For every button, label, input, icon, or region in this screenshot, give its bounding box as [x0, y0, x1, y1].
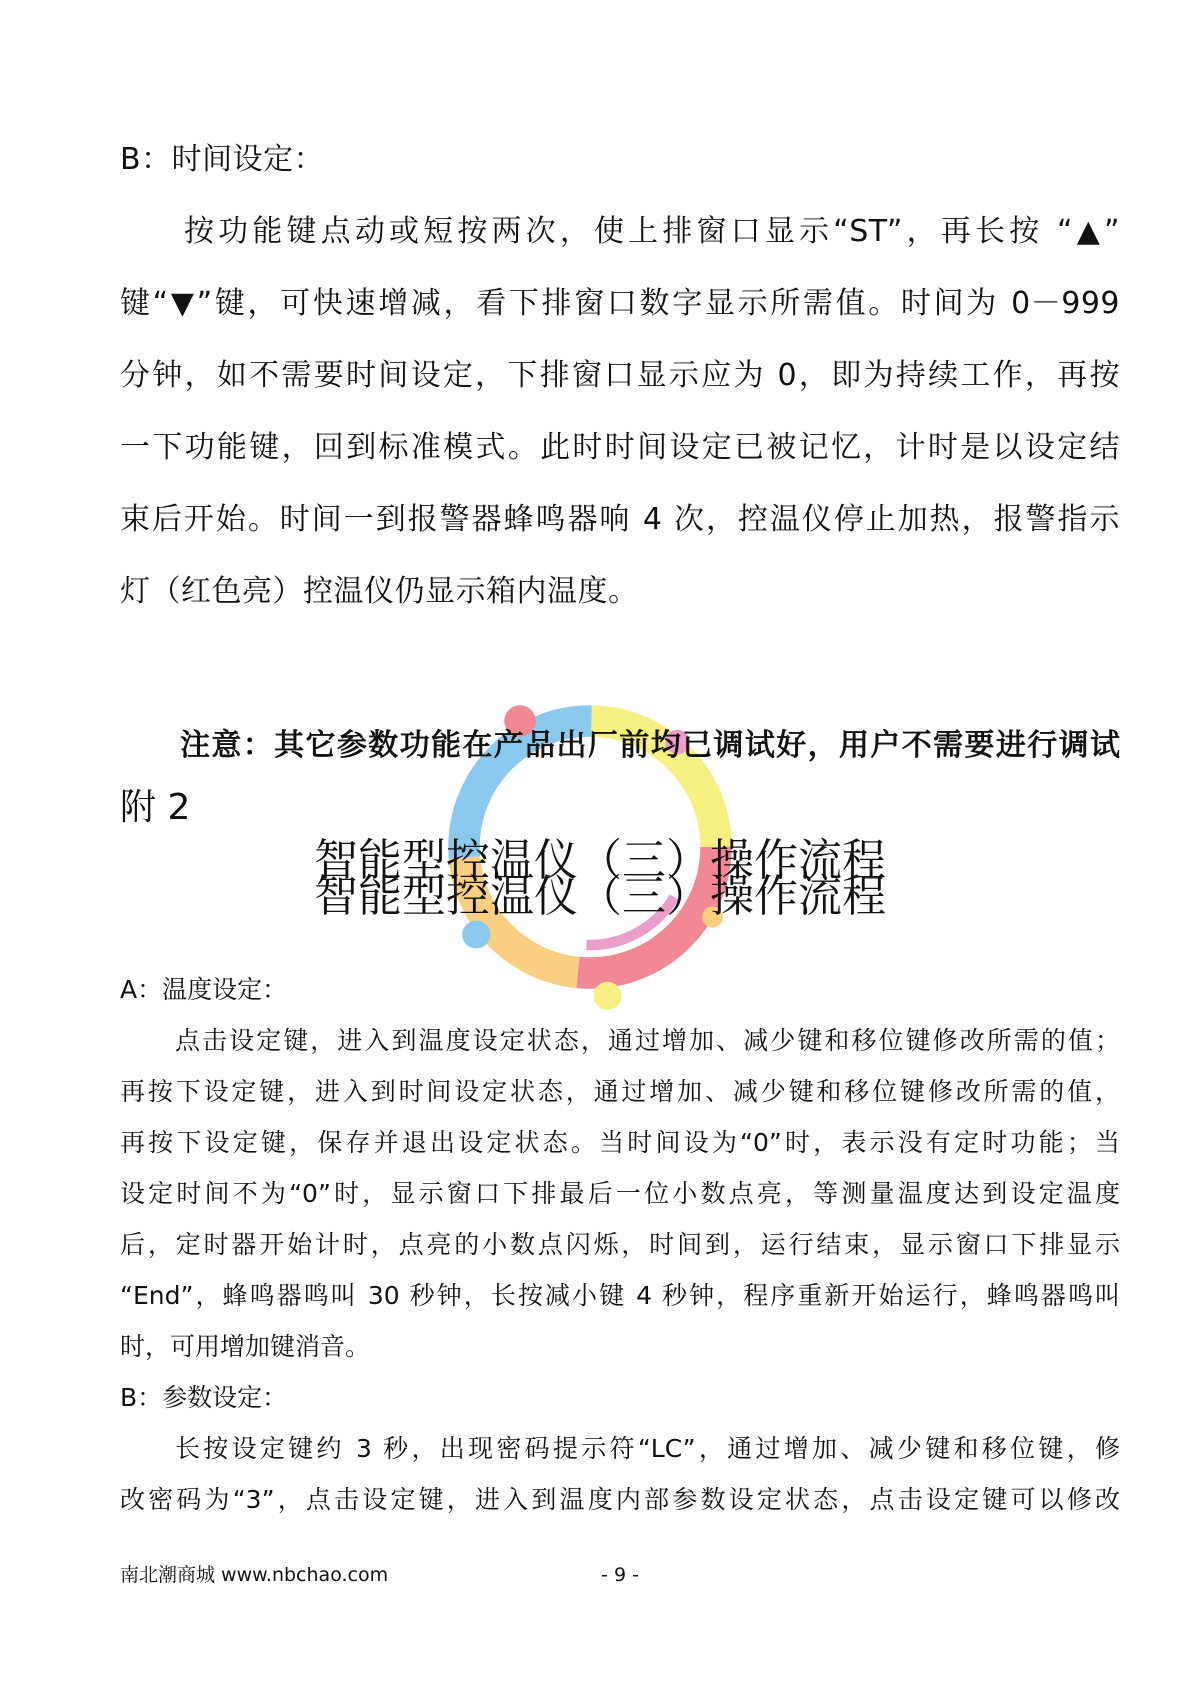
appendix-label: 附 2	[120, 787, 191, 828]
page-number: - 9 -	[601, 1564, 639, 1586]
paragraph-line: 再按下设定键，进入到时间设定状态，通过增加、减少键和移位键修改所需的值，	[120, 1077, 1120, 1106]
section-temperature-setting	[120, 964, 1120, 1525]
section-heading: A：温度设定：	[120, 975, 288, 1004]
paragraph-line: 改密码为“3”，点击设定键，进入到温度内部参数设定状态，点击设定键可以修改	[120, 1485, 1120, 1514]
paragraph-line: 长按设定键约 3 秒，出现密码提示符“LC”，通过增加、减少键和移位键，修	[175, 1434, 1120, 1463]
document-title: 智能型控温仪（三）操作流程	[314, 835, 886, 886]
paragraph-line: “End”，蜂鸣器鸣叫 30 秒钟，长按减小键 4 秒钟，程序重新开始运行，蜂鸣器鸣叫	[120, 1281, 1120, 1310]
footer-site: 南北潮商城 www.nbchao.com	[120, 1564, 389, 1586]
paragraph-line: 束后开始。时间一到报警器蜂鸣器响 4 次，控温仪停止加热，报警指示	[120, 502, 1120, 537]
document-title-duplicate: 智能型控温仪（三）操作流程	[314, 871, 886, 922]
paragraph-line: 时，可用增加键消音。	[120, 1332, 371, 1361]
paragraph-line: 灯（红色亮）控温仪仍显示箱内温度。	[120, 574, 639, 609]
paragraph-line: 分钟，如不需要时间设定，下排窗口显示应为 0，即为持续工作，再按	[120, 358, 1120, 393]
section-time-setting	[120, 124, 1120, 628]
paragraph-line: 设定时间不为“0”时，显示窗口下排最后一位小数点亮，等测量温度达到设定温度	[120, 1179, 1120, 1208]
paragraph-line: 一下功能键，回到标准模式。此时时间设定已被记忆，计时是以设定结	[120, 430, 1120, 465]
note-text: 注意：其它参数功能在产品出厂前均已调试好，用户不需要进行调试	[180, 728, 1120, 763]
paragraph-line: 再按下设定键，保存并退出设定状态。当时间设为“0”时，表示没有定时功能；当	[120, 1128, 1120, 1157]
paragraph-line: 按功能键点动或短按两次，使上排窗口显示“ST”，再长按 “▲”	[184, 214, 1120, 249]
section-heading: B：参数设定：	[120, 1383, 288, 1412]
paragraph-line: 键“▼”键，可快速增减，看下排窗口数字显示所需值。时间为 0－999	[120, 286, 1120, 321]
paragraph-line: 后，定时器开始计时，点亮的小数点闪烁，时间到，运行结束，显示窗口下排显示	[120, 1230, 1120, 1259]
paragraph-line: 点击设定键，进入到温度设定状态，通过增加、减少键和移位键修改所需的值；	[175, 1026, 1120, 1055]
section-heading: B：时间设定：	[120, 142, 325, 177]
